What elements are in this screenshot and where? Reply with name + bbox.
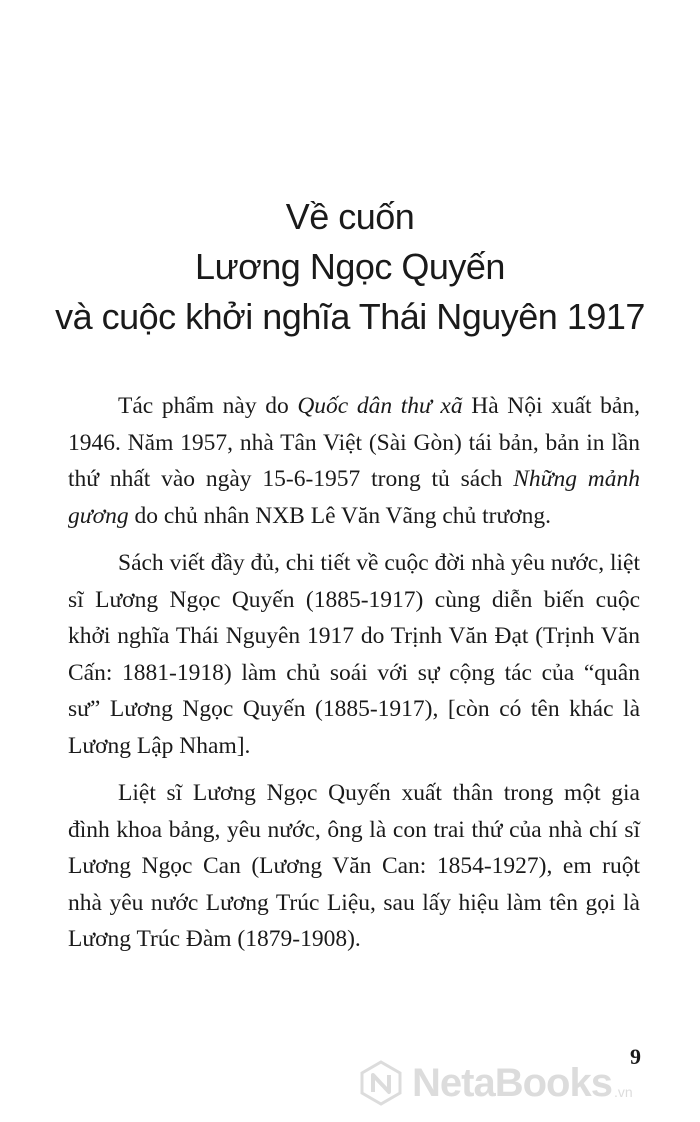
paragraph-3: Liệt sĩ Lương Ngọc Quyến xuất thân trong một gia đình khoa bảng, yêu nước, ông là con trai thứ của nhà chí sĩ Lương Ngọc Can (Lương Văn Can: 1854-1927), em ruột nhà yêu nước Lương Trúc Liệu, sau lấy hiệu làm tên gọi là Lương Trúc Đàm (1879-1908). bbox=[68, 780, 640, 952]
paragraph-1 bbox=[68, 388, 640, 534]
watermark-brand: NetaBooks bbox=[412, 1060, 612, 1105]
chapter-title bbox=[0, 192, 700, 342]
watermark-suffix: .vn bbox=[613, 1084, 633, 1100]
page-number: 9 bbox=[630, 1044, 641, 1069]
watermark bbox=[358, 1058, 633, 1108]
paragraph-1-text-b: Hà Nội xuất bản, 1946. Năm 1957, nhà Tân Việt (Sài Gòn) tái bản, bản in lần thứ nhất vào ngày 15-6-1957 trong tủ sách bbox=[68, 393, 640, 492]
netabooks-logo-icon bbox=[358, 1060, 404, 1106]
body-text bbox=[68, 388, 640, 969]
paragraph-2: Sách viết đầy đủ, chi tiết về cuộc đời nhà yêu nước, liệt sĩ Lương Ngọc Quyến (1885-1917) cùng diễn biến cuộc khởi nghĩa Thái Nguyên 1917 do Trịnh Văn Đạt (Trịnh Văn Cấn: 1881-1918) làm chủ soái với sự cộng tác của “quân sư” Lương Ngọc Quyến (1885-1917), [còn có tên khác là Lương Lập Nham]. bbox=[68, 550, 640, 759]
paragraph-1-text-c: do chủ nhân NXB Lê Văn Vãng chủ trương. bbox=[128, 502, 552, 529]
paragraph-1-publisher: Quốc dân thư xã bbox=[297, 393, 463, 419]
paragraph-1-text-a: Tác phẩm này do bbox=[118, 393, 298, 419]
title-line-3: và cuộc khởi nghĩa Thái Nguyên 1917 bbox=[55, 296, 645, 337]
title-line-2: Lương Ngọc Quyến bbox=[195, 246, 505, 287]
title-line-1: Về cuốn bbox=[285, 196, 415, 237]
paragraph-1-series: Những mảnh gương bbox=[68, 466, 640, 529]
